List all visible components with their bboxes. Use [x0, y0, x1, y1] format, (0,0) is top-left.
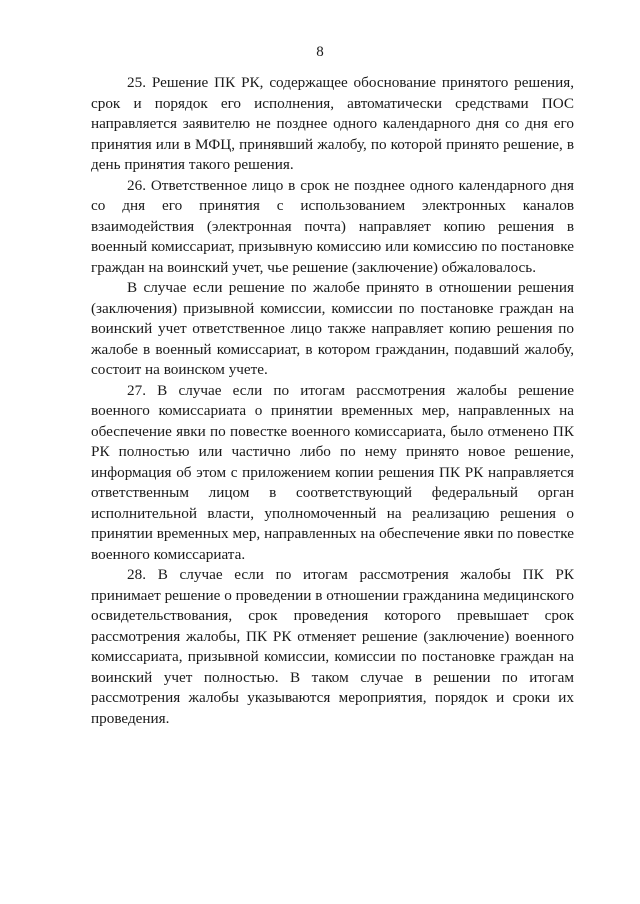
paragraph-27: 27. В случае если по итогам рассмотрения жалобы решение военного комиссариата о принятии временных мер, направленных на обеспечение явки по повестке военного комиссариата, было отменено ПК РК полностью или частично либо по нему принято новое решение, информация об этом с приложением копии решения ПК РК направляется ответственным лицом в соответствующий федеральный орган исполнительной власти, уполномоченный на реализацию решения о принятии временных мер, направленных на обеспечение явки по повестке военного комиссариата.: [91, 381, 574, 563]
paragraph-26: 26. Ответственное лицо в срок не позднее одного календарного дня со дня его принятия с использованием электронных каналов взаимодействия (электронная почта) направляет копию решения в военный комиссариат, призывную комиссию или комиссию по постановке граждан на воинский учет, чье решение (заключение) обжаловалось.: [91, 176, 574, 276]
document-body: [91, 73, 574, 729]
paragraph-28: 28. В случае если по итогам рассмотрения жалобы ПК РК принимает решение о проведении в отношении гражданина медицинского освидетельствования, срок проведения которого превышает срок рассмотрения жалобы, ПК РК отменяет решение (заключение) военного комиссариата, призывной комиссии, комиссии по постановке граждан на воинский учет полностью. В таком случае в решении по итогам рассмотрения жалобы указываются мероприятия, порядок и сроки их проведения.: [91, 566, 574, 727]
paragraph-26-continuation: В случае если решение по жалобе принято в отношении решения (заключения) призывной комиссии, комиссии по постановке граждан на воинский учет ответственное лицо также направляет копию решения по жалобе в военный комиссариат, в котором гражданин, подавший жалобу, состоит на воинском учете.: [91, 279, 574, 378]
page-number: 8: [316, 44, 324, 60]
paragraph-25: 25. Решение ПК РК, содержащее обоснование принятого решения, срок и порядок его исполнения, автоматически средствами ПОС направляется заявителю не позднее одного календарного дня со дня его принятия или в МФЦ, принявший жалобу, по которой принято решение, в день принятия такого решения.: [91, 74, 574, 173]
